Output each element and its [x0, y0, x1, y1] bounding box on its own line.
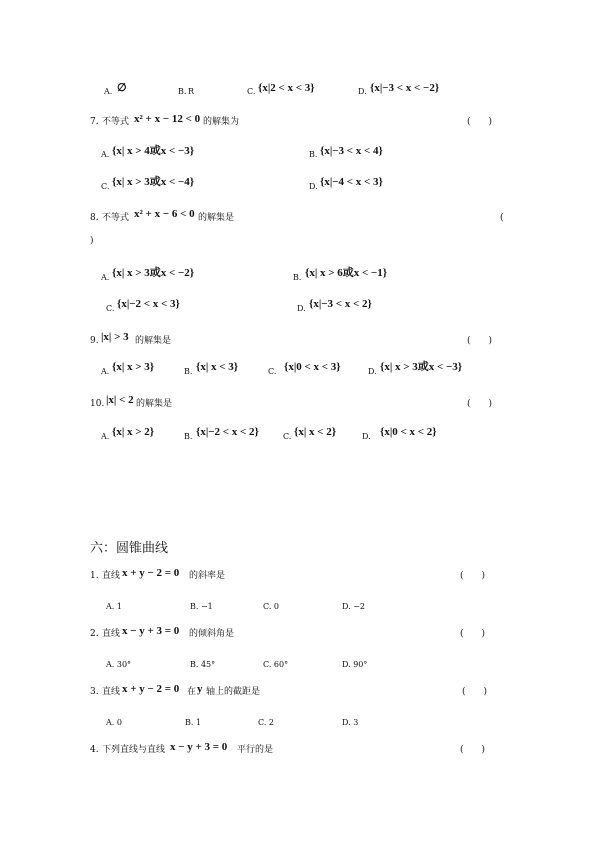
s3-number: 3. — [90, 687, 99, 697]
q10-option-a-expr: {x| x > 2} — [112, 426, 155, 438]
s2-suffix: 的倾斜角是 — [189, 629, 235, 639]
q9-option-c-expr: {x|0 < x < 3} — [284, 361, 341, 373]
q8-suffix: 的解集是 — [198, 213, 235, 223]
s4-number: 4. — [90, 745, 99, 755]
q9-suffix: 的解集是 — [135, 336, 172, 346]
q8-bracket-close: ) — [90, 236, 94, 246]
q6-option-c-letter: C. — [247, 87, 256, 96]
q7-number: 7. — [90, 117, 99, 127]
q6-option-a-letter: A. — [104, 87, 113, 96]
q9-option-c-letter: C. — [268, 367, 277, 376]
s2-option-d: D. 90° — [342, 660, 368, 669]
s4-prefix: 下列直线与直线 — [102, 745, 166, 755]
q9-inequality: |x| > 3 — [101, 331, 129, 343]
q7-answer-bracket: ( ) — [467, 117, 493, 127]
s3-equation: x + y − 2 = 0 — [122, 683, 180, 695]
q8-prefix: 不等式 — [102, 213, 130, 223]
q10-number: 10. — [90, 399, 105, 409]
s4-suffix: 平行的是 — [237, 745, 274, 755]
q8-option-c-letter: C. — [106, 304, 115, 313]
q10-option-d-letter: D. — [362, 432, 371, 441]
q7-inequality: x² + x − 12 < 0 — [134, 113, 201, 125]
q8-option-a-letter: A. — [101, 273, 110, 282]
q6-option-d-letter: D. — [358, 87, 367, 96]
s1-option-d: D. −2 — [342, 602, 366, 611]
q8-option-b-letter: B. — [293, 273, 302, 282]
q8-number: 8. — [90, 213, 99, 223]
s3-option-b: B. 1 — [185, 718, 202, 727]
s3-option-a: A. 0 — [106, 718, 122, 727]
q8-option-c-expr: {x|−2 < x < 3} — [117, 298, 180, 310]
s2-number: 2. — [90, 629, 99, 639]
s2-option-b: B. 45° — [190, 660, 216, 669]
s1-option-b: B. −1 — [190, 602, 213, 611]
s1-prefix: 直线 — [102, 571, 121, 581]
section-title: 六：圆锥曲线 — [90, 541, 169, 556]
q9-option-a-letter: A. — [101, 367, 110, 376]
q8-option-d-letter: D. — [297, 304, 306, 313]
q10-answer-bracket: ( ) — [467, 399, 493, 409]
s2-answer-bracket: ( ) — [460, 629, 486, 639]
q7-option-d-letter: D. — [309, 182, 318, 191]
q7-option-d-expr: {x|−4 < x < 3} — [320, 176, 383, 188]
q7-option-c-expr: {x| x > 3或x < −4} — [112, 176, 195, 188]
q7-option-a-expr: {x| x > 4或x < −3} — [112, 145, 195, 157]
q6-option-b-letter: B. — [178, 87, 187, 96]
s4-answer-bracket: ( ) — [460, 745, 486, 755]
q7-prefix: 不等式 — [102, 117, 130, 127]
q10-option-c-letter: C. — [283, 432, 292, 441]
q10-option-b-letter: B. — [184, 432, 193, 441]
s3-middle: 在 — [187, 687, 197, 697]
q9-option-a-expr: {x| x > 3} — [112, 361, 155, 373]
q8-option-d-expr: {x|−3 < x < 2} — [309, 298, 372, 310]
q9-option-d-expr: {x| x > 3或x < −3} — [380, 361, 463, 373]
q7-suffix: 的解集为 — [203, 117, 240, 127]
q10-inequality: |x| < 2 — [106, 394, 134, 406]
s2-option-a: A. 30° — [106, 660, 132, 669]
q8-bracket-open: ( — [500, 213, 504, 223]
q10-option-a-letter: A. — [101, 432, 110, 441]
q10-option-b-expr: {x|−2 < x < 2} — [196, 426, 259, 438]
q7-option-c-letter: C. — [101, 182, 110, 191]
s3-suffix: 轴上的截距是 — [206, 687, 261, 697]
q6-option-c-expr: {x|2 < x < 3} — [258, 82, 315, 94]
s3-option-c: C. 2 — [258, 718, 275, 727]
s3-prefix: 直线 — [102, 687, 121, 697]
q6-option-b-expr: R — [188, 87, 195, 96]
q10-option-d-expr: {x|0 < x < 2} — [380, 426, 437, 438]
q6-option-d-expr: {x|−3 < x < −2} — [370, 82, 440, 94]
q9-answer-bracket: ( ) — [467, 336, 493, 346]
q7-option-b-letter: B. — [309, 150, 318, 159]
s2-prefix: 直线 — [102, 629, 121, 639]
q10-option-c-expr: {x| x < 2} — [294, 426, 337, 438]
q7-option-a-letter: A. — [101, 150, 110, 159]
s1-option-c: C. 0 — [263, 602, 280, 611]
s2-equation: x − y + 3 = 0 — [122, 625, 180, 637]
s1-number: 1. — [90, 571, 99, 581]
s2-option-c: C. 60° — [263, 660, 289, 669]
s1-answer-bracket: ( ) — [460, 571, 486, 581]
q8-option-b-expr: {x| x > 6或x < −1} — [305, 267, 388, 279]
s3-variable: y — [197, 683, 203, 695]
s1-suffix: 的斜率是 — [189, 571, 226, 581]
s4-equation: x − y + 3 = 0 — [170, 741, 228, 753]
q10-suffix: 的解集是 — [136, 399, 173, 409]
s1-equation: x + y − 2 = 0 — [122, 567, 180, 579]
q8-option-a-expr: {x| x > 3或x < −2} — [112, 267, 195, 279]
q9-option-b-expr: {x| x < 3} — [196, 361, 239, 373]
q9-number: 9. — [90, 336, 99, 346]
s1-option-a: A. 1 — [106, 602, 122, 611]
q9-option-b-letter: B. — [184, 367, 193, 376]
s3-option-d: D. 3 — [342, 718, 359, 727]
q6-option-a-expr: ∅ — [117, 82, 127, 94]
q8-inequality: x² + x − 6 < 0 — [134, 208, 195, 220]
q9-option-d-letter: D. — [368, 367, 377, 376]
s3-answer-bracket: ( ) — [462, 687, 488, 697]
q7-option-b-expr: {x|−3 < x < 4} — [320, 145, 383, 157]
